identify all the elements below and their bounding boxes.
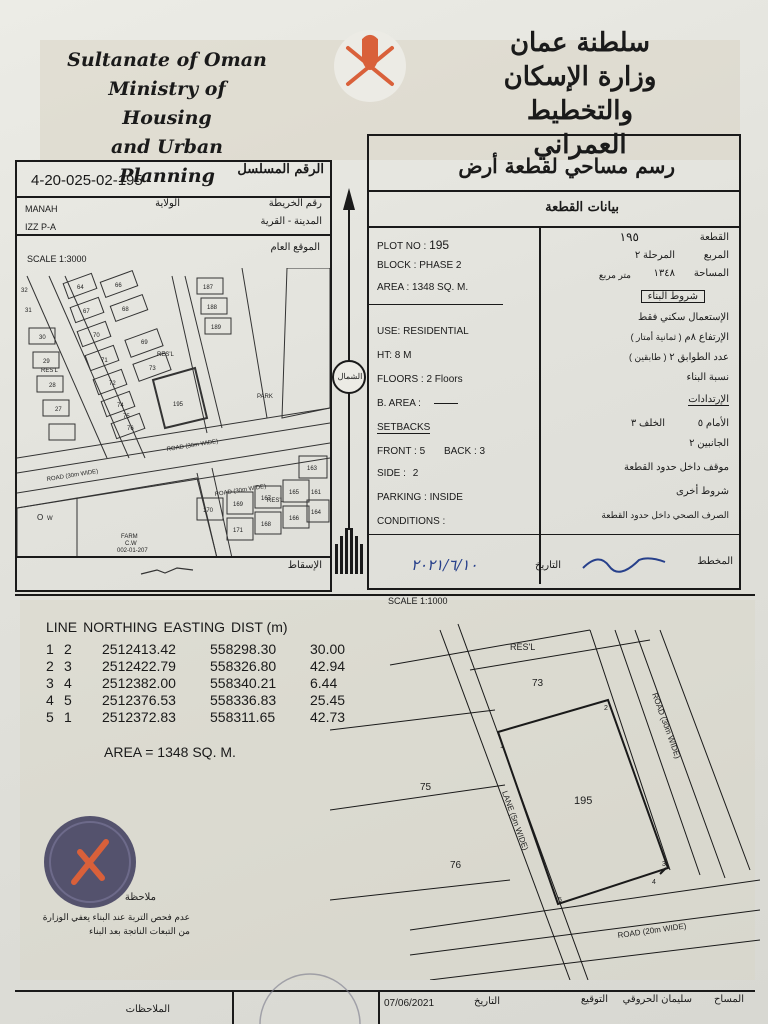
- o-w-label: O: [37, 513, 44, 522]
- road-bottom-label: ROAD (20m WIDE): [617, 921, 687, 940]
- lower-scale: SCALE 1:1000: [388, 596, 448, 606]
- building-terms-ar: شروط البناء: [641, 290, 705, 303]
- floors-ar-note: ( طابقين ): [628, 352, 667, 362]
- footer-vline: [232, 990, 234, 1024]
- arabic-column: [541, 228, 735, 584]
- plot-num: 71: [101, 358, 108, 364]
- row-dist: 42.73: [310, 709, 346, 725]
- resl-label: RES'L: [157, 352, 174, 358]
- vertex-4: 4: [652, 879, 656, 886]
- plot-ar-value: ١٩٥: [619, 230, 639, 244]
- block-label: BLOCK :: [377, 260, 417, 271]
- signature-label: التوقيع: [580, 994, 608, 1005]
- row-to: 1: [64, 709, 72, 725]
- setbacks-ar-label: الإرتدادات: [688, 394, 729, 405]
- resl-label-bottom: RES'L: [267, 498, 284, 504]
- plot-num: 75: [123, 414, 130, 420]
- row-to: 5: [64, 692, 72, 708]
- block-row: [377, 260, 462, 271]
- row-from: 5: [46, 709, 54, 725]
- ministry-ar-line3: والتخطيط العمراني: [526, 96, 634, 160]
- plot-76-label: 76: [450, 860, 462, 871]
- plot-195-label: 195: [574, 795, 593, 807]
- plot-num: 170: [203, 508, 214, 514]
- serial-row: [17, 162, 330, 198]
- english-column: [369, 228, 541, 584]
- side-label: SIDE :: [377, 468, 406, 479]
- vertex-2: 2: [604, 705, 608, 712]
- wilayat-row: [17, 198, 330, 236]
- vertex-5: 5: [558, 897, 562, 904]
- ministry-en-line2: Ministry of Housing: [108, 78, 226, 129]
- parking-row: [377, 492, 463, 503]
- floors-ar-row: [629, 352, 729, 363]
- col-dist: DIST (m): [231, 619, 288, 635]
- emblem-logo: [330, 26, 410, 106]
- conditions-ar-label: شروط أخرى: [675, 486, 729, 497]
- coordinates-table: [46, 619, 294, 636]
- plot-num: 165: [289, 490, 300, 496]
- plot-title-row: [369, 136, 739, 192]
- row-northing: 2512382.00: [102, 675, 176, 691]
- plot-num: 188: [207, 305, 218, 311]
- row-dist: 6.44: [310, 675, 338, 691]
- parking-value: INSIDE: [429, 492, 463, 503]
- plot-num: 29: [43, 359, 50, 365]
- footer-date-label: التاريخ: [474, 996, 500, 1007]
- side-ar-label: الجانبين: [697, 438, 729, 449]
- road-right-label: ROAD (30m WIDE): [650, 691, 683, 760]
- plot-num: 169: [233, 502, 244, 508]
- farm-cw-label: C.W: [125, 541, 137, 547]
- row-easting: 558340.21: [210, 675, 277, 691]
- road-label: ROAD (30m WIDE): [166, 438, 219, 453]
- table-row: [46, 692, 345, 709]
- col-easting: EASTING: [163, 619, 226, 635]
- floors-label: FLOORS :: [377, 374, 424, 385]
- front-ar-value: ٥: [697, 418, 704, 429]
- surveyor-label: المساح: [713, 994, 744, 1005]
- row-northing: 2512372.83: [102, 709, 176, 725]
- floors-value: 2 Floors: [426, 374, 463, 385]
- row-dist: 42.94: [310, 658, 346, 674]
- row-easting: 558311.65: [210, 709, 276, 725]
- barea-label: B. AREA :: [377, 398, 421, 409]
- wilayat-label: الولاية: [155, 198, 180, 209]
- lane-label: LANE (5m WIDE): [500, 789, 531, 852]
- plot-num: 195: [173, 402, 184, 408]
- use-value: RESIDENTIAL: [403, 326, 469, 337]
- block-ar-label: المربع: [703, 250, 729, 261]
- note-line2: من التبعات الناتجة بعد البناء: [89, 926, 190, 936]
- ministry-ar-line2: وزارة الإسكان: [503, 62, 657, 92]
- floors-ar-label: عدد الطوابق: [677, 352, 729, 363]
- back-label: BACK :: [443, 446, 477, 457]
- ht-row: [377, 350, 411, 361]
- plot-num: 166: [289, 516, 300, 522]
- plot-subtitle-ar: بيانات القطعة: [545, 200, 619, 215]
- plot-num: 167: [261, 496, 272, 502]
- plot-75-label: 75: [420, 782, 432, 793]
- parking-ar-value: داخل حدود القطعة: [624, 462, 701, 473]
- plot-num: 161: [311, 490, 322, 496]
- plot-num: 171: [233, 528, 244, 534]
- side-ar-value: ٢: [689, 438, 695, 449]
- back-value: 3: [479, 446, 486, 457]
- use-ar-label: الإستعمال: [688, 312, 729, 323]
- plot-title-ar: رسم مساحي لقطعة أرض: [458, 154, 675, 178]
- row-easting: 558298.30: [210, 641, 277, 657]
- plot-num: 163: [307, 466, 318, 472]
- plot-num: 66: [115, 283, 122, 289]
- ministry-en-line3: and Urban Planning: [110, 136, 223, 187]
- location-scale: SCALE 1:3000: [27, 254, 87, 264]
- plot-num: 76: [127, 426, 134, 432]
- front-back-ar-row: [631, 418, 729, 429]
- row-northing: 2512422.79: [102, 658, 176, 674]
- row-northing: 2512376.53: [102, 692, 176, 708]
- plot-num: 168: [261, 522, 272, 528]
- ht-ar-row: [631, 332, 729, 343]
- floors-ar-value: ٢: [669, 352, 675, 363]
- plot-num: 67: [83, 309, 90, 315]
- plot-num: 187: [203, 285, 214, 291]
- plot-no-value: 195: [429, 238, 450, 252]
- plot-num: 27: [55, 407, 62, 413]
- ht-ar-value: ٨م: [684, 332, 697, 343]
- plot-num: 164: [311, 510, 322, 516]
- note-body: [40, 910, 190, 938]
- row-to: 3: [64, 658, 72, 674]
- handwritten-date: ٢٠٢١/٦/١٠: [411, 556, 478, 574]
- signature-divider: [369, 534, 739, 535]
- drainage-ar: الصرف الصحي داخل حدود القطعة: [601, 510, 729, 520]
- ministry-en-line1: Sultanate of Oman: [67, 49, 267, 71]
- ht-ar-label: الإرتفاع: [698, 332, 729, 343]
- remarks-label: الملاحظات: [125, 1004, 170, 1015]
- area-ar-unit: متر مربع: [598, 270, 631, 280]
- barea-ar-label: نسبة البناء: [686, 372, 729, 383]
- footer-stamp: [250, 970, 370, 1024]
- col-line: LINE: [46, 619, 78, 635]
- row-from: 1: [46, 641, 54, 657]
- plot-subtitle-row: [369, 192, 739, 228]
- parking-ar-label: موقف: [703, 462, 729, 473]
- footer-vline: [378, 990, 380, 1024]
- projection-divider: [17, 556, 330, 558]
- block-ar-value: المرحلة ٢: [634, 250, 675, 261]
- w-label: W: [47, 516, 53, 522]
- park-label: PARK: [257, 394, 273, 400]
- plot-num: 64: [77, 285, 84, 291]
- farm-label: FARM: [121, 534, 138, 540]
- resl-label-plan: RES'L: [510, 642, 536, 652]
- ht-ar-note: ( ثمانية أمتار ): [630, 332, 682, 342]
- area-value: 1348 SQ. M.: [412, 282, 469, 293]
- projection-label: الإسقاط: [287, 560, 322, 571]
- use-label: USE:: [377, 326, 401, 337]
- planner-ar-label: المخطط: [697, 556, 733, 567]
- table-row: [46, 658, 345, 675]
- floors-row: [377, 374, 463, 385]
- map-no-label: رقم الخريطة: [268, 198, 322, 209]
- row-easting: 558336.83: [210, 692, 277, 708]
- resl-label-left: RES'L: [41, 368, 58, 374]
- table-row: [46, 641, 345, 658]
- note-title: ملاحظة: [124, 892, 156, 903]
- area-total: AREA = 1348 SQ. M.: [104, 744, 236, 760]
- coordinates-rows: [46, 641, 345, 726]
- setbacks-label: SETBACKS: [377, 422, 431, 433]
- ministry-ar-line1: سلطنة عمان: [509, 28, 651, 58]
- plot-num: 189: [211, 325, 222, 331]
- area-label: AREA :: [377, 282, 410, 293]
- general-location-label: الموقع العام: [270, 242, 320, 253]
- parking-label: PARKING :: [377, 492, 427, 503]
- location-panel: [15, 160, 332, 592]
- plot-num: 69: [141, 340, 148, 346]
- city-label: المدينة - القرية: [260, 216, 322, 227]
- serial-value: 4-20-025-02-195: [31, 172, 143, 189]
- front-value: 5: [419, 446, 426, 457]
- ht-value: 8 M: [394, 350, 412, 361]
- vertex-3: 3: [662, 861, 666, 868]
- row-to: 4: [64, 675, 72, 691]
- plot-no-label: PLOT NO :: [377, 241, 427, 252]
- table-row: [46, 709, 345, 726]
- area-ar-value: ١٣٤٨: [653, 268, 675, 279]
- surveyor-name: سليمان الحروقي: [622, 994, 692, 1005]
- note-line1: عدم فحص التربة عند البناء يعفي الوزارة: [42, 912, 190, 922]
- area-ar-label: المساحة: [693, 268, 729, 279]
- col-northing: NORTHING: [83, 619, 158, 635]
- footer-date: 07/06/2021: [384, 998, 435, 1009]
- row-from: 3: [46, 675, 54, 691]
- row-from: 2: [46, 658, 54, 674]
- area-row: [377, 282, 468, 293]
- site-plan: [330, 610, 760, 980]
- plot-ar-label: القطعة: [699, 232, 729, 243]
- city-value: IZZ P-A: [25, 222, 56, 232]
- plot-num: 74: [117, 403, 124, 409]
- ht-label: HT:: [377, 350, 392, 361]
- plot-num: 70: [93, 333, 100, 339]
- parking-ar-row: [624, 462, 729, 473]
- front-back-row: [377, 446, 485, 457]
- plot-num: 68: [122, 307, 129, 313]
- location-map: [17, 268, 330, 558]
- barea-blank: [434, 403, 458, 404]
- plot-73-label: 73: [532, 678, 544, 689]
- table-row: [46, 675, 345, 692]
- english-divider: [369, 304, 503, 305]
- date-ar-label: التاريخ: [535, 560, 561, 571]
- footer-divider: [15, 990, 755, 992]
- back-ar-value: ٣: [630, 418, 637, 429]
- back-ar-label: الخلف: [639, 418, 665, 429]
- road-small-label: ROAD (30m WIDE): [214, 483, 267, 498]
- lower-divider: [15, 594, 755, 596]
- plot-num: 72: [109, 381, 116, 387]
- row-from: 4: [46, 692, 54, 708]
- row-northing: 2512413.42: [102, 641, 176, 657]
- side-ar-row: [689, 438, 729, 449]
- table-header-row: [46, 619, 294, 636]
- plot-num: 32: [21, 288, 28, 294]
- block-value: PHASE 2: [419, 260, 462, 271]
- projection-scribble: [137, 564, 197, 578]
- wilayat-value: MANAH: [25, 204, 58, 214]
- farm-number: 002-01-207: [117, 548, 148, 554]
- side-row: [377, 468, 418, 479]
- row-to: 2: [64, 641, 72, 657]
- row-dist: 30.00: [310, 641, 346, 657]
- use-ar-value: سكني فقط: [638, 312, 686, 323]
- serial-label: الرقم المسلسل: [237, 162, 324, 177]
- use-ar-row: [638, 312, 729, 323]
- plot-num: 30: [39, 335, 46, 341]
- planner-signature: [579, 548, 669, 574]
- plot-num: 73: [149, 366, 156, 372]
- row-easting: 558326.80: [210, 658, 277, 674]
- use-row: [377, 326, 469, 337]
- plot-num: 31: [25, 308, 32, 314]
- plot-num: 28: [49, 383, 56, 389]
- north-label: الشمال: [337, 372, 363, 381]
- front-label: FRONT :: [377, 446, 417, 457]
- barea-row: [377, 398, 458, 409]
- vertex-1: 1: [500, 743, 504, 750]
- road-label-left: ROAD (30m WIDE): [46, 468, 99, 483]
- plot-no-row: [377, 238, 449, 252]
- front-ar-label: الأمام: [705, 418, 729, 429]
- conditions-label: CONDITIONS :: [377, 516, 446, 527]
- row-dist: 25.45: [310, 692, 346, 708]
- side-value: 2: [412, 468, 419, 479]
- plot-data-panel: [367, 134, 741, 590]
